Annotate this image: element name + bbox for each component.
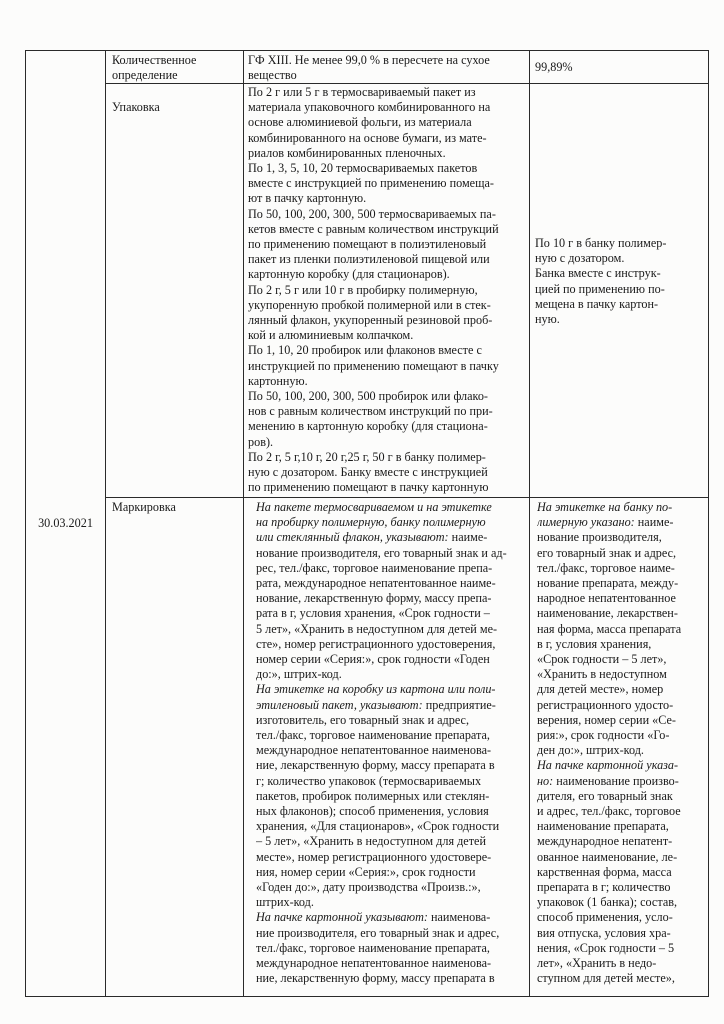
row-divider-packaging: [105, 497, 709, 498]
marking-description-line: [256, 789, 526, 804]
column-divider-1: [105, 50, 106, 997]
marking-description-line: [256, 895, 526, 910]
packaging-description-line: кетов вместе с равным количеством инструкций: [248, 221, 499, 236]
packaging-description-line: ют в пачку картонную.: [248, 191, 367, 206]
text: карственная форма, масса: [537, 864, 672, 879]
packaging-result-line: Банка вместе с инструк-: [535, 266, 661, 281]
italic-text: на пробирку полимерную, банку полимерную: [256, 515, 486, 530]
packaging-description-line: По 1, 10, 20 пробирок или флаконов вместе с: [248, 343, 482, 358]
text: международное непатентованное наименова-: [256, 743, 492, 758]
text: наименование произво-: [553, 773, 679, 788]
packaging-result-line: По 10 г в банку полимер-: [535, 236, 667, 250]
text: – 5 лет», «Хранить в недоступном для детей: [256, 834, 486, 849]
marking-description-line: [256, 743, 526, 758]
text: рес, тел./факс, торговое наименование препа-: [256, 560, 493, 575]
text: ден до:», штрих-код.: [537, 743, 644, 758]
text: нование, лекарственную форму, массу препа-: [256, 591, 492, 606]
packaging-result-line: мещена в пачку картон-: [535, 296, 659, 311]
marking-result-line: [537, 865, 707, 880]
marking-result-line: [537, 576, 707, 591]
marking-description-line: [256, 926, 526, 941]
packaging-description-line: менению в картонную коробку (для стациона-: [248, 419, 488, 434]
text: ных флаконов); способ применения, условия: [256, 804, 489, 819]
text: «Хранить в недоступном: [537, 667, 667, 682]
italic-text: но:: [537, 773, 554, 788]
italic-text: На пачке картонной указа-: [537, 758, 679, 773]
marking-description-line: [256, 576, 526, 591]
marking-result-line: [537, 789, 707, 804]
column-divider-2: [243, 50, 244, 997]
marking-description-line: [256, 834, 526, 849]
text: месте», номер регистрационного удостовере-: [256, 849, 492, 864]
text: ованное наименование, ле-: [537, 849, 678, 864]
text: верения, номер серии «Се-: [537, 712, 676, 727]
marking-description-line: [256, 500, 526, 515]
marking-description-line: [256, 819, 526, 834]
text: наименование препарата,: [537, 819, 669, 834]
text: наиме-: [634, 515, 674, 530]
marking-result-line: [537, 941, 707, 956]
packaging-result-line: цией по применению по-: [535, 281, 665, 296]
text: рия:», срок годности «Го-: [537, 728, 670, 743]
marking-result-line: [537, 850, 707, 865]
text: лет», «Хранить в недо-: [537, 956, 657, 971]
marking-description-line: [256, 758, 526, 773]
table-top-border: [25, 50, 709, 51]
marking-result-line: [537, 804, 707, 819]
text: ние, лекарственную форму, массу препарата в: [256, 758, 495, 773]
marking-description-line: [256, 622, 526, 637]
text: «Срок годности – 5 лет»,: [537, 652, 667, 667]
marking-result-line: [537, 591, 707, 606]
marking-description-line: [256, 530, 526, 545]
text: народное непатентованное: [537, 591, 676, 606]
marking-result-line: [537, 758, 707, 773]
marking-description-line: [256, 804, 526, 819]
marking-result-line: [537, 530, 707, 545]
table-right-border: [708, 50, 709, 997]
marking-description-line: [256, 910, 526, 925]
text: ная форма, масса препарата: [537, 621, 682, 636]
text: ние, лекарственную форму, массу препарата в: [256, 971, 495, 986]
packaging-description-line: кой и алюминиевым колпачком.: [248, 328, 414, 343]
quant-name-line: Количественное: [112, 53, 197, 67]
packaging-description-line: По 50, 100, 200, 300, 500 пробирок или флако-: [248, 389, 488, 404]
text: для детей месте», номер: [537, 682, 664, 697]
packaging-description-line: нов с равным количеством инструкций по при-: [248, 404, 493, 419]
text: пакетов, пробирок полимерных или стеклян-: [256, 788, 490, 803]
marking-result-line: [537, 698, 707, 713]
text: упаковок (1 банка); состав,: [537, 895, 678, 910]
packaging-description-line: картонную коробку (для стационаров).: [248, 267, 450, 282]
text: рата, международное непатентованное наиме-: [256, 576, 496, 591]
text: дителя, его товарный знак: [537, 788, 673, 803]
marking-result-line: [537, 895, 707, 910]
marking-description-line: [256, 774, 526, 789]
packaging-description-line: укупоренную пробкой полимерной или в стек-: [248, 297, 491, 312]
packaging-description-line: риалов комбинированных пленочных.: [248, 145, 446, 160]
text: номер серии «Серия:», срок годности «Годен: [256, 652, 490, 667]
marking-description-line: [256, 865, 526, 880]
marking-description-line: [256, 546, 526, 561]
text: тел./факс, торговое наиме-: [537, 560, 675, 575]
marking-result-line: [537, 956, 707, 971]
text: препарата в г; количество: [537, 880, 671, 895]
marking-result-line: [537, 637, 707, 652]
packaging-result-line: ную.: [535, 312, 560, 327]
packaging-description-line: картонную.: [248, 373, 308, 388]
marking-result-line: [537, 774, 707, 789]
marking-description-line: [256, 591, 526, 606]
text: «Годен до:», дату производства «Произв.:»,: [256, 880, 481, 895]
marking-result-line: [537, 667, 707, 682]
text: тел./факс, торговое наименование препарата,: [256, 728, 490, 743]
marking-description-line: [256, 698, 526, 713]
packaging-description-line: лянный флакон, укупоренный резиновой проб-: [248, 313, 493, 328]
quant-result-cell: 99,89%: [535, 60, 573, 74]
marking-result-line: [537, 728, 707, 743]
text: штрих-код.: [256, 895, 314, 910]
packaging-description-line: комбинированного на основе бумаги, из мате-: [248, 130, 487, 145]
text: нование производителя,: [537, 530, 662, 545]
table-bottom-border: [25, 996, 709, 997]
packaging-description-line: по применению помещают в полиэтиленовый: [248, 237, 487, 252]
text: рата в г, условия хранения, «Срок годности –: [256, 606, 490, 621]
marking-result-line: [537, 606, 707, 621]
marking-result-cell: [537, 500, 707, 987]
packaging-description-line: По 1, 3, 5, 10, 20 термосвариваемых пакетов: [248, 161, 478, 176]
italic-text: На этикетке на банку по-: [537, 500, 673, 514]
packaging-result-line: ную с дозатором.: [535, 251, 625, 266]
marking-result-line: [537, 971, 707, 986]
marking-name-cell: Маркировка: [112, 500, 176, 514]
packaging-description-line: вместе с инструкцией по применению помеща-: [248, 176, 494, 191]
quant-requirement-cell: [248, 53, 526, 83]
marking-description-line: [256, 606, 526, 621]
italic-text: лимерную указано:: [537, 515, 635, 530]
text: предприятие-: [422, 697, 496, 712]
marking-description-cell: [256, 500, 526, 987]
text: сте», номер регистрационного удостоверения,: [256, 636, 496, 651]
text: ступном для детей месте»,: [537, 971, 675, 986]
quant-name-cell: [112, 53, 240, 83]
marking-result-line: [537, 819, 707, 834]
packaging-name-cell: Упаковка: [112, 100, 160, 114]
text: международное непатент-: [537, 834, 673, 849]
marking-result-line: [537, 743, 707, 758]
marking-result-line: [537, 713, 707, 728]
text: нование препарата, между-: [537, 576, 679, 591]
packaging-description-line: основе алюминиевой фольги, из материала: [248, 115, 472, 130]
packaging-description-line: ную с дозатором. Банку вместе с инструкцией: [248, 465, 488, 480]
italic-text: На этикетке на коробку из картона или поли-: [256, 682, 496, 697]
quant-requirement-line: ГФ XIII. Не менее 99,0 % в пересчете на сухое: [248, 53, 490, 67]
text: его товарный знак и адрес,: [537, 545, 677, 560]
marking-result-line: [537, 500, 707, 515]
text: в г, условия хранения,: [537, 636, 652, 651]
marking-description-line: [256, 682, 526, 697]
packaging-description-line: По 50, 100, 200, 300, 500 термосвариваемых па-: [248, 206, 496, 221]
date-cell: 30.03.2021: [38, 516, 93, 530]
marking-description-line: [256, 667, 526, 682]
marking-result-line: [537, 561, 707, 576]
column-divider-3: [529, 50, 530, 997]
packaging-description-line: материала упаковочного комбинированного на: [248, 100, 491, 115]
text: нование производителя, его товарный знак и ад-: [256, 545, 507, 560]
marking-result-line: [537, 880, 707, 895]
quant-name-line: определение: [112, 68, 178, 83]
text: регистрационного удосто-: [537, 697, 674, 712]
marking-result-line: [537, 682, 707, 697]
marking-result-line: [537, 546, 707, 561]
text: 5 лет», «Хранить в недоступном для детей ме-: [256, 621, 498, 636]
packaging-description-line: По 2 г или 5 г в термосвариваемый пакет из: [248, 85, 476, 99]
packaging-description-line: ров).: [248, 434, 274, 449]
packaging-description-cell: [248, 85, 526, 495]
packaging-result-cell: [535, 236, 705, 327]
packaging-description-line: По 2 г, 5 г,10 г, 20 г,25 г, 50 г в банку полимер-: [248, 449, 486, 464]
text: наименова-: [427, 910, 491, 925]
text: изготовитель, его товарный знак и адрес,: [256, 712, 470, 727]
marking-result-line: [537, 834, 707, 849]
text: г; количество упаковок (термосвариваемых: [256, 773, 482, 788]
marking-result-line: [537, 652, 707, 667]
packaging-description-line: инструкцией по применению помещают в пачку: [248, 358, 499, 373]
quant-requirement-line: вещество: [248, 68, 297, 83]
marking-description-line: [256, 941, 526, 956]
marking-description-line: [256, 728, 526, 743]
marking-result-line: [537, 926, 707, 941]
marking-result-line: [537, 910, 707, 925]
text: до:», штрих-код.: [256, 667, 342, 682]
text: ния, номер серии «Серия:», срок годности: [256, 864, 476, 879]
marking-description-line: [256, 956, 526, 971]
marking-result-line: [537, 622, 707, 637]
italic-text: этиленовый пакет, указывают:: [256, 697, 423, 712]
text: наиме-: [448, 530, 488, 545]
italic-text: На пачке картонной указывают:: [256, 910, 428, 925]
text: наименование, лекарствен-: [537, 606, 678, 621]
italic-text: или стеклянный флакон, указывают:: [256, 530, 449, 545]
packaging-description-line: По 2 г, 5 г или 10 г в пробирку полимерную,: [248, 282, 478, 297]
marking-description-line: [256, 515, 526, 530]
text: хранения, «Для стационаров», «Срок годности: [256, 819, 500, 834]
marking-description-line: [256, 652, 526, 667]
italic-text: На пакете термосвариваемом и на этикетке: [256, 500, 492, 514]
marking-description-line: [256, 561, 526, 576]
marking-description-line: [256, 637, 526, 652]
marking-description-line: [256, 850, 526, 865]
text: международное непатентованное наименова-: [256, 956, 492, 971]
packaging-description-line: по применению помещают в пачку картонную: [248, 480, 489, 495]
packaging-description-line: пакет из пленки полиэтиленовой пищевой или: [248, 252, 490, 267]
marking-description-line: [256, 880, 526, 895]
text: нения, «Срок годности – 5: [537, 940, 675, 955]
marking-description-line: [256, 713, 526, 728]
marking-result-line: [537, 515, 707, 530]
text: и адрес, тел./факс, торговое: [537, 804, 681, 819]
text: вия отпуска, условия хра-: [537, 925, 671, 940]
marking-description-line: [256, 971, 526, 986]
text: тел./факс, торговое наименование препарата,: [256, 940, 490, 955]
text: способ применения, усло-: [537, 910, 673, 925]
text: ние производителя, его товарный знак и адрес,: [256, 925, 500, 940]
